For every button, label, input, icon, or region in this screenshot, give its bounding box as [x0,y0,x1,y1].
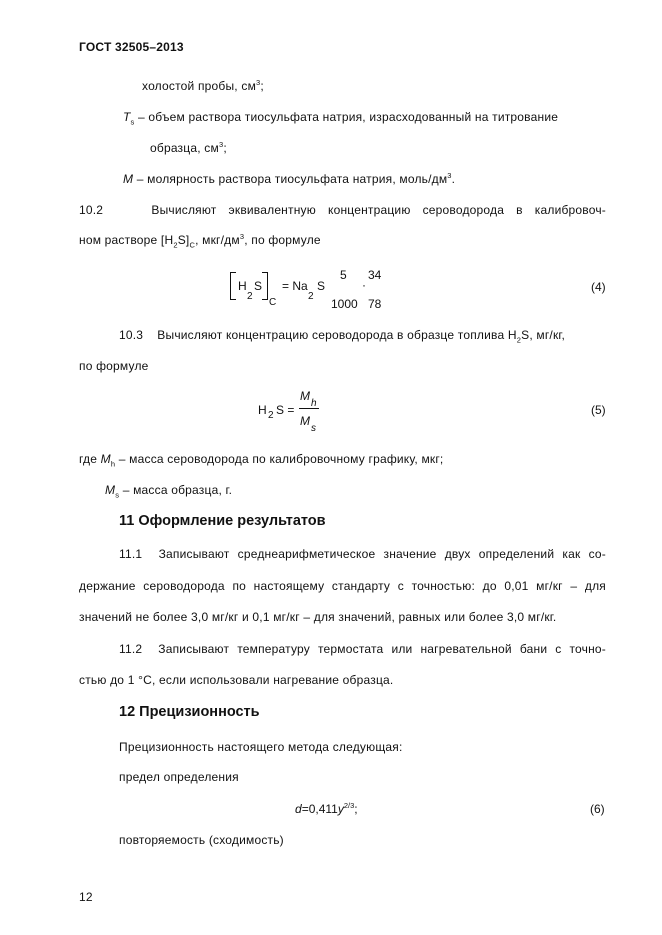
formula-5-number: (5) [591,403,606,417]
paragraph-11-1-line1: 11.1 Записывают среднеарифметическое значение двух определений как со- [119,547,606,561]
paragraph-12-line2: предел определения [119,770,239,784]
text-line: холостой пробы, $см^3$; [142,78,264,93]
paragraph-11-2-line1: 11.2 Записывают температуру термостата или нагревательной бани с точно- [119,642,606,656]
paragraph-10-2-line2: ном растворе $[H_2S]_C$, мкг/$дм^3$, по формуле [79,232,321,250]
fraction-line [299,408,319,409]
paragraph-11-1-line3: значений не более 3,0 мг/кг и 0,1 мг/кг – для значений, равных или более 3,0 мг/кг. [79,610,557,624]
formula-6-number: (6) [590,802,605,816]
section-12-title: 12 Прецизионность [119,704,260,720]
page-number: 12 [79,890,93,904]
text-line: M – молярность раствора тиосульфата натрия, моль/$дм^3$. [123,171,456,186]
paragraph-11-1-line2: держание сероводорода по настоящему стандарту с точностью: до 0,01 мг/кг – для [79,579,606,593]
where-line: где $M_h$ – масса сероводорода по калибровочному графику, мкг; [79,452,444,469]
paragraph-10-3-line1: 10.3 Вычисляют концентрацию сероводорода в образце топлива $H_2S$, мг/кг, [119,328,566,345]
document-code: ГОСТ 32505–2013 [79,40,184,54]
text-line: образца, $см^3$; [150,140,227,155]
text-line: $T_s$ – объем раствора тиосульфата натрия, израсходованный на титрование [123,110,559,127]
paragraph-12-line1: Прецизионность настоящего метода следующая: [119,740,403,754]
ms-line: $M_s$ – масса образца, г. [105,483,233,500]
section-11-title: 11 Оформление результатов [119,513,326,529]
paragraph-10-2-line1: 10.2 Вычисляют эквивалентную концентрацию сероводорода в калибровоч- [79,203,606,217]
paragraph-12-line3: повторяемость (сходимость) [119,833,284,847]
formula-4-number: (4) [591,280,606,294]
paragraph-10-3-line2: по формуле [79,359,149,373]
paragraph-11-2-line2: стью до 1 °С, если использовали нагревание образца. [79,673,394,687]
